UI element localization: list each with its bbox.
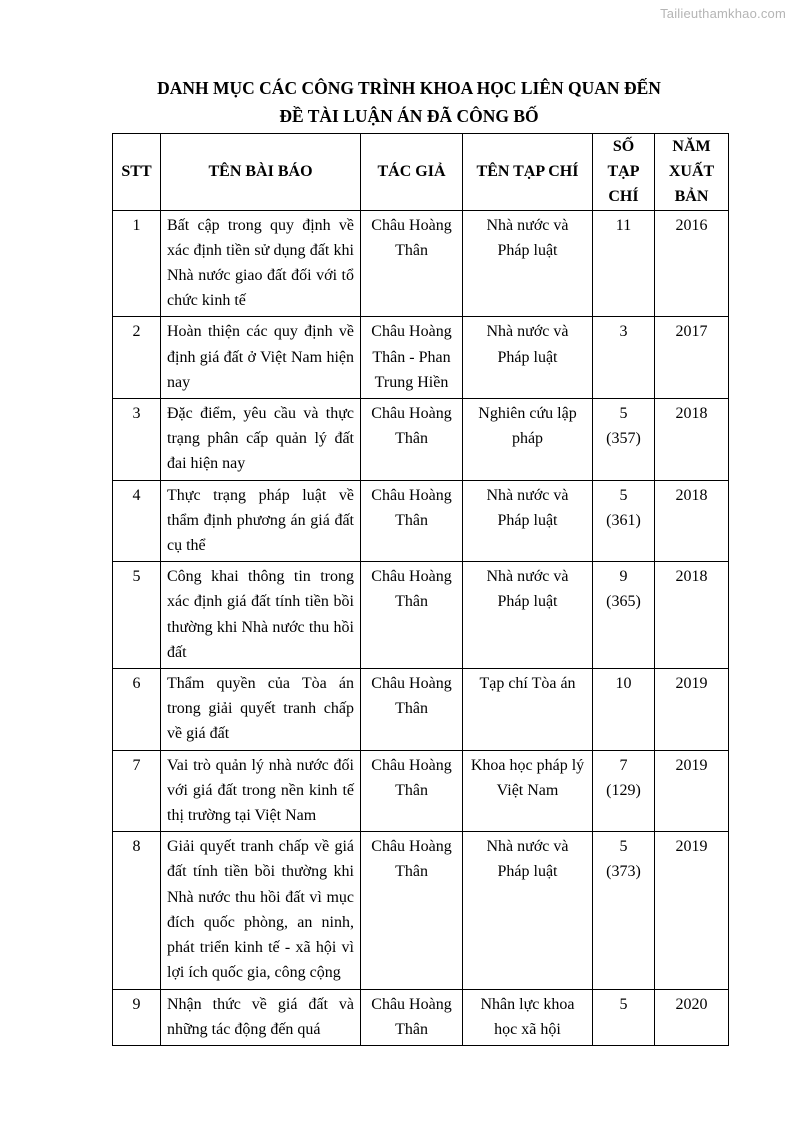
cell-journal: Nhà nước và Pháp luật	[463, 480, 593, 562]
cell-issue-number: 9	[619, 568, 628, 586]
cell-year: 2018	[655, 562, 729, 669]
cell-issue-sub: (129)	[606, 781, 641, 799]
cell-author: Châu Hoàng Thân	[361, 750, 463, 832]
cell-issue	[593, 399, 655, 481]
cell-issue-number: 5	[619, 486, 628, 504]
cell-stt: 8	[113, 832, 161, 989]
header-year	[655, 134, 729, 211]
cell-journal: Nhà nước và Pháp luật	[463, 562, 593, 669]
cell-issue-number: 10	[615, 675, 632, 693]
cell-journal: Nhà nước và Pháp luật	[463, 210, 593, 317]
table-row	[113, 750, 729, 832]
table-row	[113, 317, 729, 399]
cell-article-title: Công khai thông tin trong xác định giá đất tính tiền bồi thường khi Nhà nước thu hồi đất	[161, 562, 361, 669]
header-year-line: NĂM	[672, 138, 711, 155]
cell-stt: 9	[113, 989, 161, 1045]
cell-issue	[593, 480, 655, 562]
cell-year: 2019	[655, 669, 729, 751]
header-issue-line: SỐ	[612, 138, 635, 155]
cell-article-title: Thẩm quyền của Tòa án trong giải quyết tranh chấp về giá đất	[161, 669, 361, 751]
cell-year: 2018	[655, 480, 729, 562]
header-article-title: TÊN BÀI BÁO	[161, 134, 361, 211]
cell-author: Châu Hoàng Thân - Phan Trung Hiền	[361, 317, 463, 399]
cell-issue-number: 5	[619, 838, 628, 856]
cell-article-title: Thực trạng pháp luật về thẩm định phương án giá đất cụ thể	[161, 480, 361, 562]
table-row	[113, 669, 729, 751]
cell-author: Châu Hoàng Thân	[361, 562, 463, 669]
cell-journal: Nghiên cứu lập pháp	[463, 399, 593, 481]
cell-issue	[593, 669, 655, 751]
publications-table	[112, 133, 729, 1046]
cell-year: 2019	[655, 832, 729, 989]
cell-stt: 5	[113, 562, 161, 669]
table-row	[113, 832, 729, 989]
cell-year: 2019	[655, 750, 729, 832]
cell-article-title: Giải quyết tranh chấp về giá đất tính tiền bồi thường khi Nhà nước thu hồi đất vì mục đích quốc phòng, an ninh, phát triển kinh tế - xã hội vì lợi ích quốc gia, công cộng	[161, 832, 361, 989]
document-title-line-1: DANH MỤC CÁC CÔNG TRÌNH KHOA HỌC LIÊN QUAN ĐẾN	[157, 78, 661, 98]
cell-journal: Khoa học pháp lý Việt Nam	[463, 750, 593, 832]
table-row	[113, 562, 729, 669]
header-issue	[593, 134, 655, 211]
cell-issue	[593, 989, 655, 1045]
cell-issue-number: 11	[615, 216, 632, 234]
cell-author: Châu Hoàng Thân	[361, 480, 463, 562]
table-row	[113, 989, 729, 1045]
cell-issue-sub: (365)	[606, 593, 641, 611]
header-journal: TÊN TẠP CHÍ	[463, 134, 593, 211]
cell-author: Châu Hoàng Thân	[361, 210, 463, 317]
cell-journal: Nhà nước và Pháp luật	[463, 317, 593, 399]
table-row	[113, 480, 729, 562]
cell-issue-sub: (373)	[606, 863, 641, 881]
table-row	[113, 399, 729, 481]
header-stt: STT	[113, 134, 161, 211]
cell-author: Châu Hoàng Thân	[361, 832, 463, 989]
cell-issue-number: 3	[619, 323, 628, 341]
cell-journal: Nhân lực khoa học xã hội	[463, 989, 593, 1045]
cell-issue	[593, 750, 655, 832]
cell-article-title: Nhận thức về giá đất và những tác động đến quá	[161, 989, 361, 1045]
cell-year: 2018	[655, 399, 729, 481]
cell-issue-number: 5	[619, 405, 628, 423]
document-title-line-2: ĐỀ TÀI LUẬN ÁN ĐÃ CÔNG BỐ	[279, 106, 539, 126]
cell-author: Châu Hoàng Thân	[361, 989, 463, 1045]
cell-year: 2020	[655, 989, 729, 1045]
cell-stt: 6	[113, 669, 161, 751]
cell-issue-sub: (361)	[606, 511, 641, 529]
cell-issue	[593, 832, 655, 989]
cell-issue	[593, 317, 655, 399]
cell-article-title: Bất cập trong quy định về xác định tiền sử dụng đất khi Nhà nước giao đất đối với tổ chức kinh tế	[161, 210, 361, 317]
header-year-line: BẢN	[674, 188, 709, 206]
cell-stt: 7	[113, 750, 161, 832]
cell-article-title: Vai trò quản lý nhà nước đối với giá đất trong nền kinh tế thị trường tại Việt Nam	[161, 750, 361, 832]
cell-issue-sub: (357)	[606, 430, 641, 448]
cell-stt: 3	[113, 399, 161, 481]
header-author: TÁC GIẢ	[361, 134, 463, 211]
watermark-text: Tailieuthamkhao.com	[660, 6, 786, 21]
cell-issue	[593, 210, 655, 317]
cell-issue	[593, 562, 655, 669]
cell-journal: Nhà nước và Pháp luật	[463, 832, 593, 989]
cell-journal: Tạp chí Tòa án	[463, 669, 593, 751]
cell-author: Châu Hoàng Thân	[361, 669, 463, 751]
cell-issue-number: 5	[619, 995, 628, 1013]
header-issue-line: CHÍ	[608, 188, 639, 206]
header-issue-line: TẠP	[607, 163, 640, 181]
cell-year: 2017	[655, 317, 729, 399]
table-header-row	[113, 134, 729, 211]
cell-year: 2016	[655, 210, 729, 317]
cell-author: Châu Hoàng Thân	[361, 399, 463, 481]
cell-article-title: Hoàn thiện các quy định về định giá đất ở Việt Nam hiện nay	[161, 317, 361, 399]
cell-article-title: Đặc điểm, yêu cầu và thực trạng phân cấp quản lý đất đai hiện nay	[161, 399, 361, 481]
cell-stt: 1	[113, 210, 161, 317]
cell-stt: 4	[113, 480, 161, 562]
cell-issue-number: 7	[619, 756, 628, 774]
cell-stt: 2	[113, 317, 161, 399]
table-row	[113, 210, 729, 317]
header-year-line: XUẤT	[668, 163, 715, 181]
